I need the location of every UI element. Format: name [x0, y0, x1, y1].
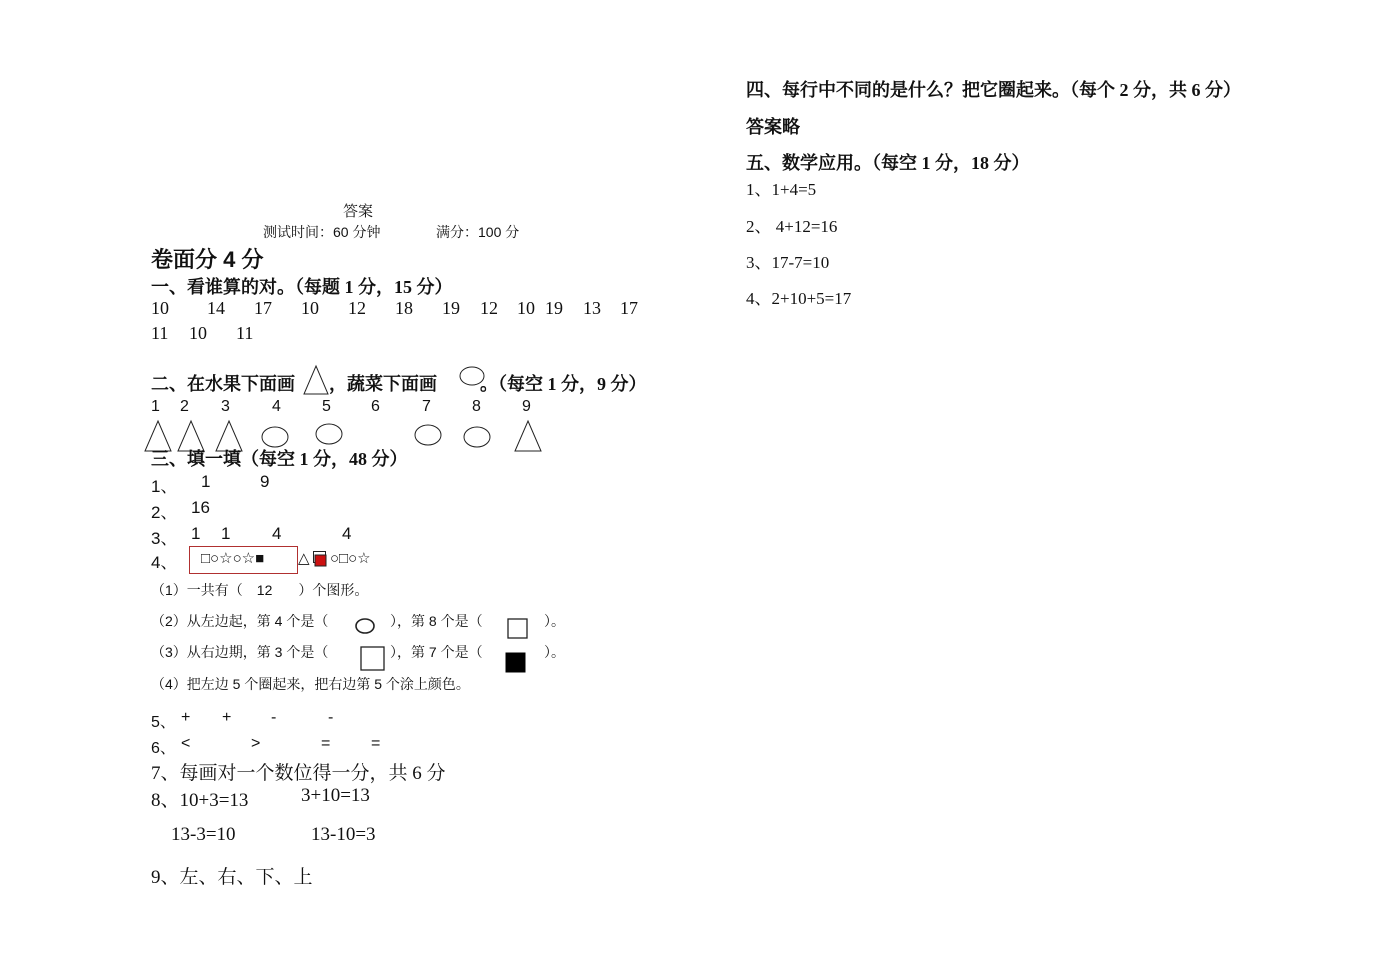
paper-score: 卷面分 4 分	[151, 247, 264, 272]
section5-item: 4、2+10+5=17	[746, 289, 852, 308]
q4-sub1-b: ）个图形。	[298, 582, 369, 598]
q2-label: 2、	[151, 503, 178, 522]
q5-label: 5、	[151, 714, 176, 731]
colored-square-icon	[313, 551, 327, 568]
answer-value: 10	[301, 298, 319, 318]
item-number: 5	[322, 398, 331, 415]
answer-value: 14	[207, 298, 225, 318]
q5-answer: +	[181, 709, 191, 726]
q1-label: 1、	[151, 477, 178, 496]
answer-value: 10	[189, 323, 207, 343]
q4-sub2-a: （2）从左边起，第 4 个是（	[151, 613, 329, 629]
circle-icon	[355, 618, 375, 634]
q3-answer: 1	[191, 524, 201, 543]
q6-answer: =	[371, 735, 381, 752]
answer-value: 19	[545, 298, 563, 318]
q4-sub3-a: （3）从右边期，第 3 个是（	[151, 644, 329, 660]
q8-b: 3+10=13	[301, 785, 370, 806]
section2-title-a: 二、在水果下面画	[151, 374, 295, 394]
answer-value: 17	[620, 298, 638, 318]
answer-value: 17	[254, 298, 272, 318]
q6-label: 6、	[151, 740, 176, 757]
full-score: 满分：100 分	[436, 224, 520, 240]
item-number: 8	[472, 398, 481, 415]
section5-item: 1、1+4=5	[746, 180, 817, 199]
triangle-icon	[303, 365, 329, 395]
q9: 9、左、右、下、上	[151, 867, 313, 888]
answer-value: 12	[348, 298, 366, 318]
item-number: 3	[221, 398, 230, 415]
q4-label: 4、	[151, 553, 178, 572]
section3-title: 三、填一填（每空 1 分，48 分）	[151, 449, 408, 469]
item-number: 2	[180, 398, 189, 415]
answer-value: 13	[583, 298, 601, 318]
triangle-icon	[514, 420, 542, 452]
circle-icon	[414, 424, 442, 446]
square-icon	[360, 646, 386, 672]
q7: 7、每画对一个数位得一分，共 6 分	[151, 763, 446, 784]
answer-value: 12	[480, 298, 498, 318]
answer-value: 10	[151, 298, 169, 318]
q3-label: 3、	[151, 529, 178, 548]
q8-c: 13-3=10	[171, 824, 236, 845]
section4-title: 四、每行中不同的是什么？把它圈起来。（每个 2 分，共 6 分）	[746, 80, 1241, 100]
section2-title-b: ，蔬菜下面画	[329, 374, 437, 394]
q4-sub2-c: ）。	[544, 613, 565, 629]
q3-answer: 1	[221, 524, 231, 543]
q8-a: 8、10+3=13	[151, 790, 249, 811]
section4-answer: 答案略	[746, 117, 800, 137]
q1-answer: 9	[260, 472, 270, 491]
q1-answer: 1	[201, 472, 211, 491]
q4-sub1	[151, 580, 368, 600]
q4-sequence-boxed: □○☆○☆■	[201, 551, 265, 567]
filled-square-icon	[505, 652, 527, 674]
q4-sub3-b: ），第 7 个是（	[390, 644, 483, 660]
answer-value: 18	[395, 298, 413, 318]
test-time: 测试时间：60 分钟	[263, 224, 381, 240]
q3-answer: 4	[272, 524, 282, 543]
q4-sequence-mid: △	[298, 551, 310, 567]
q3-answer: 4	[342, 524, 352, 543]
answer-value: 11	[151, 323, 169, 343]
circle-icon	[315, 423, 343, 445]
q4-sub4: （4）把左边 5 个圈起来，把右边第 5 个涂上颜色。	[151, 676, 470, 692]
item-number: 9	[522, 398, 531, 415]
q5-answer: -	[328, 709, 334, 726]
item-number: 6	[371, 398, 380, 415]
q4-sequence-tail: ○□○☆	[330, 551, 371, 567]
item-number: 4	[272, 398, 281, 415]
q6-answer: =	[321, 735, 331, 752]
item-number: 1	[151, 398, 160, 415]
section5-item: 2、 4+12=16	[746, 217, 838, 236]
q2-answer: 16	[191, 498, 210, 517]
answer-value: 11	[236, 323, 254, 343]
section5-title: 五、数学应用。（每空 1 分，18 分）	[746, 153, 1030, 173]
q6-answer: <	[181, 735, 191, 752]
q4-sub2-b: ），第 8 个是（	[390, 613, 483, 629]
circle-icon	[463, 426, 491, 448]
answer-value: 19	[442, 298, 460, 318]
item-number: 7	[422, 398, 431, 415]
section1-title: 一、看谁算的对。（每题 1 分，15 分）	[151, 277, 453, 297]
answer-title: 答案	[343, 203, 374, 220]
q5-answer: +	[222, 709, 232, 726]
q4-sub1-value: 12	[256, 582, 273, 598]
section2-title-c: 。（每空 1 分，9 分）	[480, 374, 647, 394]
q8-d: 13-10=3	[311, 824, 376, 845]
q4-sub1-a: （1）一共有（	[151, 582, 243, 598]
q6-answer: >	[251, 735, 261, 752]
square-icon	[507, 618, 529, 640]
section5-item: 3、17-7=10	[746, 253, 830, 272]
q4-sub3-c: ）。	[544, 644, 565, 660]
q5-answer: -	[271, 709, 277, 726]
answer-value: 10	[517, 298, 535, 318]
